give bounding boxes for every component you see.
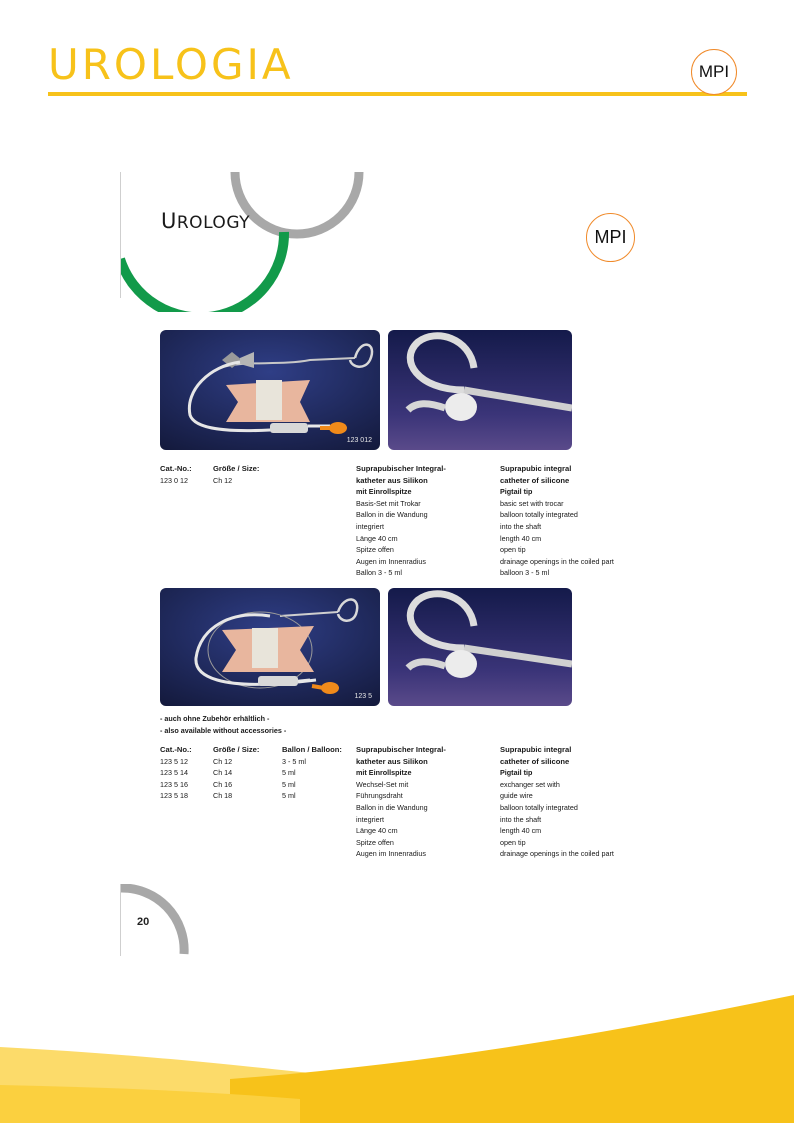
cat-no-header: Cat.-No.: (160, 464, 192, 473)
balloon-cell: 5 ml (282, 779, 296, 789)
product-photo-pigtail-tip-2 (388, 588, 572, 706)
size-cell: Ch 14 (213, 768, 233, 778)
en-line: open tip (500, 545, 526, 555)
de-title-line: katheter aus Silikon (356, 475, 428, 485)
de-title-line: katheter aus Silikon (356, 756, 428, 766)
de-line: integriert (356, 521, 384, 531)
de-line: Ballon in die Wandung (356, 510, 428, 520)
en-line: balloon 3 - 5 ml (500, 568, 550, 578)
page-number: 20 (137, 916, 150, 928)
de-line: Spitze offen (356, 545, 394, 555)
footer-arc (120, 884, 200, 956)
en-title-line: catheter of silicone (500, 475, 570, 485)
product-photo-exchanger-set (160, 588, 380, 706)
size-header: Größe / Size: (213, 464, 260, 473)
note-de: - auch ohne Zubehör erhältlich - (160, 714, 270, 723)
en-line: balloon totally integrated (500, 802, 578, 812)
cat-no-cell: 123 5 12 (160, 756, 188, 766)
size-cell: Ch 12 (213, 756, 233, 766)
page-header-title: UROLOGIA (48, 40, 294, 89)
en-line: length 40 cm (500, 826, 542, 836)
en-line: exchanger set with (500, 779, 560, 789)
de-line: Wechsel-Set mit (356, 779, 409, 789)
size-cell: Ch 12 (213, 475, 233, 485)
en-line: drainage openings in the coiled part (500, 849, 614, 859)
cat-no-header: Cat.-No.: (160, 745, 192, 754)
footer-wave-decoration (0, 995, 794, 1123)
en-line: length 40 cm (500, 533, 542, 543)
mpi-logo-secondary: MPI (586, 213, 635, 262)
de-title-line: Suprapubischer Integral- (356, 464, 446, 473)
product-photo-label: 123 5 (354, 693, 372, 700)
cat-no-cell: 123 5 14 (160, 768, 188, 778)
mpi-logo: MPI (691, 49, 737, 95)
product2-catno-column (160, 744, 192, 802)
product1-description-de (356, 463, 446, 579)
de-line: Ballon 3 - 5 ml (356, 568, 402, 578)
cat-no-cell: 123 5 16 (160, 779, 188, 789)
product2-description-en (500, 744, 614, 860)
en-line: into the shaft (500, 521, 542, 531)
en-title-line: catheter of silicone (500, 756, 570, 766)
en-subtitle: Pigtail tip (500, 768, 533, 778)
de-line: integriert (356, 814, 384, 824)
de-line: Länge 40 cm (356, 533, 398, 543)
size-cell: Ch 18 (213, 791, 233, 801)
de-line: Basis-Set mit Trokar (356, 498, 421, 508)
en-line: guide wire (500, 791, 533, 801)
balloon-cell: 5 ml (282, 768, 296, 778)
de-line: Spitze offen (356, 837, 394, 847)
en-line: basic set with trocar (500, 498, 564, 508)
product1-size-column (213, 463, 259, 486)
en-title-line: Suprapubic integral (500, 745, 572, 754)
size-cell: Ch 16 (213, 779, 233, 789)
de-subtitle: mit Einrollspitze (356, 487, 412, 497)
en-line: drainage openings in the coiled part (500, 556, 614, 566)
balloon-cell: 3 - 5 ml (282, 756, 306, 766)
note-en: - also available without accessories - (160, 725, 287, 735)
de-subtitle: mit Einrollspitze (356, 768, 412, 778)
en-subtitle: Pigtail tip (500, 487, 533, 497)
de-line: Ballon in die Wandung (356, 802, 428, 812)
product-photo-label: 123 012 (346, 437, 372, 444)
section-title: UROLOGY (161, 209, 251, 233)
product2-size-column (213, 744, 259, 802)
de-line: Länge 40 cm (356, 826, 398, 836)
decorative-arcs (120, 172, 380, 312)
header-divider (48, 92, 747, 96)
cat-no-cell: 123 0 12 (160, 475, 188, 485)
balloon-cell: 5 ml (282, 791, 296, 801)
product1-description-en (500, 463, 614, 579)
product-photo-pigtail-tip (388, 330, 572, 450)
en-line: balloon totally integrated (500, 510, 578, 520)
en-line: into the shaft (500, 814, 542, 824)
en-line: open tip (500, 837, 526, 847)
product1-catno-column (160, 463, 192, 486)
de-line: Augen im Innenradius (356, 849, 426, 859)
balloon-header: Ballon / Balloon: (282, 745, 342, 754)
size-header: Größe / Size: (213, 745, 260, 754)
de-title-line: Suprapubischer Integral- (356, 745, 446, 754)
product-photo-catheter-set (160, 330, 380, 450)
product2-balloon-column (282, 744, 342, 802)
product2-description-de (356, 744, 446, 860)
availability-notes (160, 713, 286, 736)
de-line: Führungsdraht (356, 791, 403, 801)
de-line: Augen im Innenradius (356, 556, 426, 566)
cat-no-cell: 123 5 18 (160, 791, 188, 801)
en-title-line: Suprapubic integral (500, 464, 572, 473)
